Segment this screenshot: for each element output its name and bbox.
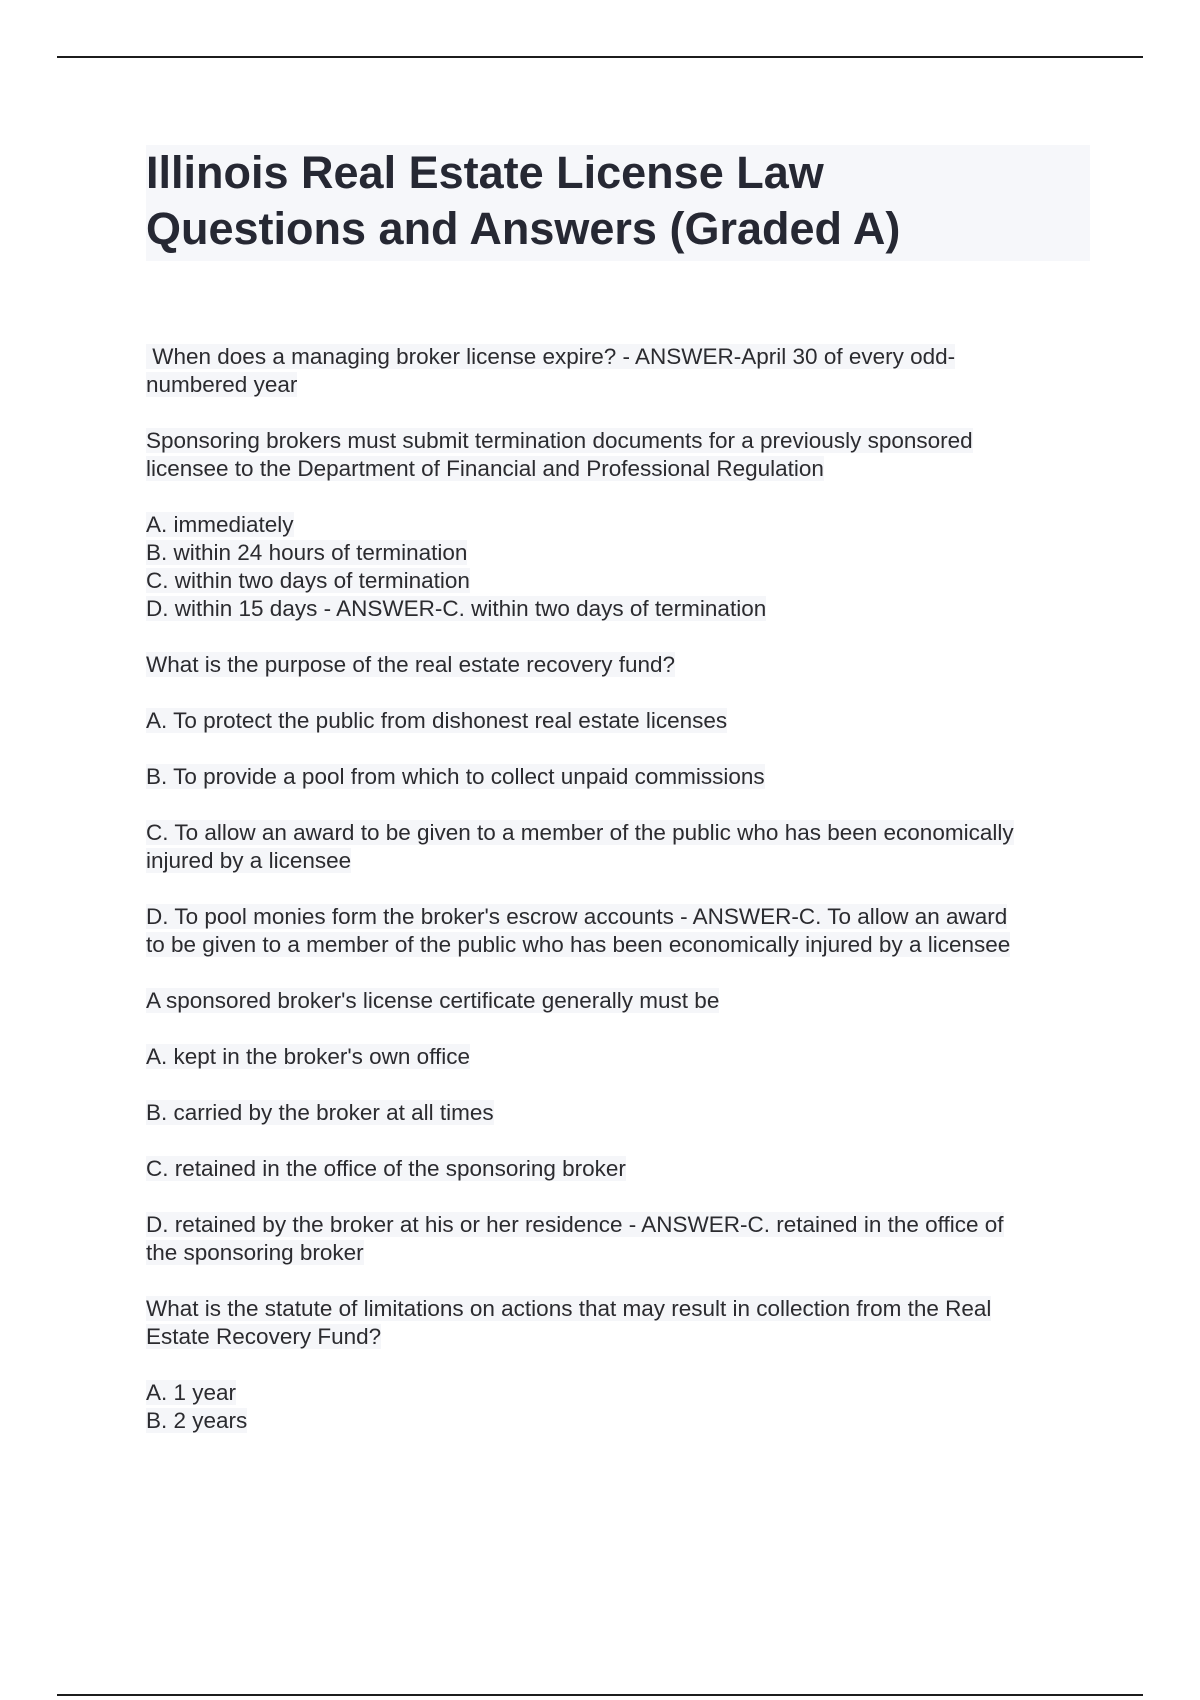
text-line: A. kept in the broker's own office xyxy=(146,1044,471,1069)
text-line: A. immediately xyxy=(146,512,294,537)
qa-paragraph xyxy=(146,987,1090,1015)
document-title xyxy=(146,145,1090,261)
qa-list xyxy=(146,343,1090,1435)
text-line: A. 1 year xyxy=(146,1380,237,1405)
qa-paragraph xyxy=(146,1043,1090,1071)
qa-paragraph xyxy=(146,1211,1090,1267)
qa-paragraph xyxy=(146,651,1090,679)
text-line: the sponsoring broker xyxy=(146,1240,364,1265)
text-line: C. within two days of termination xyxy=(146,568,470,593)
text-line: B. carried by the broker at all times xyxy=(146,1100,494,1125)
text-line: A sponsored broker's license certificate generally must be xyxy=(146,988,720,1013)
text-line: to be given to a member of the public who has been economically injured by a licensee xyxy=(146,932,1011,957)
qa-paragraph xyxy=(146,707,1090,735)
text-line: Estate Recovery Fund? xyxy=(146,1324,382,1349)
qa-paragraph xyxy=(146,511,1090,623)
text-line: B. To provide a pool from which to collect unpaid commissions xyxy=(146,764,765,789)
text-line: When does a managing broker license expire? - ANSWER-April 30 of every odd- xyxy=(146,344,956,369)
text-line: numbered year xyxy=(146,372,298,397)
header-rule xyxy=(57,56,1143,58)
qa-paragraph xyxy=(146,1295,1090,1351)
text-line: D. To pool monies form the broker's escrow accounts - ANSWER-C. To allow an award xyxy=(146,904,1008,929)
text-line: C. To allow an award to be given to a member of the public who has been economically xyxy=(146,820,1014,845)
text-line: B. within 24 hours of termination xyxy=(146,540,468,565)
text-line: What is the statute of limitations on actions that may result in collection from the Real xyxy=(146,1296,992,1321)
qa-paragraph xyxy=(146,763,1090,791)
qa-paragraph xyxy=(146,1099,1090,1127)
title-line-1: Illinois Real Estate License Law xyxy=(146,147,824,198)
document-body xyxy=(146,145,1090,1463)
qa-paragraph xyxy=(146,343,1090,399)
text-line: C. retained in the office of the sponsoring broker xyxy=(146,1156,626,1181)
text-line: D. within 15 days - ANSWER-C. within two days of termination xyxy=(146,596,767,621)
text-line: licensee to the Department of Financial and Professional Regulation xyxy=(146,456,824,481)
text-line: A. To protect the public from dishonest real estate licenses xyxy=(146,708,728,733)
text-line: Sponsoring brokers must submit termination documents for a previously sponsored xyxy=(146,428,973,453)
text-line: What is the purpose of the real estate recovery fund? xyxy=(146,652,676,677)
qa-paragraph xyxy=(146,903,1090,959)
qa-paragraph xyxy=(146,1379,1090,1435)
footer-rule xyxy=(57,1694,1143,1696)
qa-paragraph xyxy=(146,427,1090,483)
qa-paragraph xyxy=(146,819,1090,875)
text-line: injured by a licensee xyxy=(146,848,352,873)
qa-paragraph xyxy=(146,1155,1090,1183)
title-line-2: Questions and Answers (Graded A) xyxy=(146,203,901,254)
text-line: B. 2 years xyxy=(146,1408,248,1433)
text-line: D. retained by the broker at his or her residence - ANSWER-C. retained in the office of xyxy=(146,1212,1004,1237)
